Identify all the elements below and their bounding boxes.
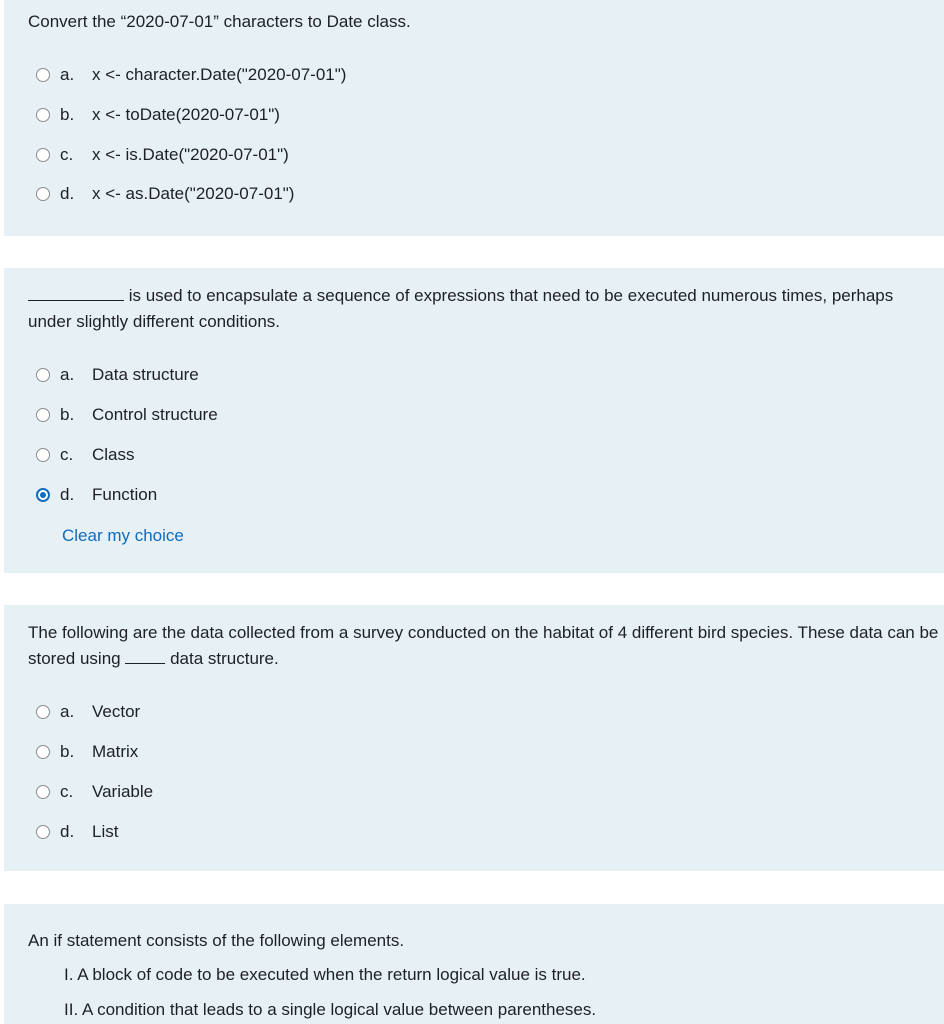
question-text: [28, 620, 940, 672]
radio-button[interactable]: [36, 745, 50, 759]
statement-item: II. A condition that leads to a single logical value between parentheses.: [64, 1000, 597, 1019]
answer-option-d[interactable]: [36, 820, 118, 844]
option-text[interactable]: x <- character.Date("2020-07-01"): [92, 65, 347, 84]
option-letter: c.: [60, 445, 74, 464]
option-text[interactable]: x <- as.Date("2020-07-01"): [92, 184, 295, 203]
option-letter: d.: [60, 184, 75, 203]
statement-list: [64, 962, 596, 1023]
answer-option-d[interactable]: [36, 483, 157, 507]
answer-option-b[interactable]: [36, 103, 280, 127]
answer-option-c[interactable]: [36, 443, 135, 467]
option-letter: a.: [60, 702, 75, 721]
answer-option-b[interactable]: [36, 403, 218, 427]
radio-button[interactable]: [36, 108, 50, 122]
option-letter: b.: [60, 405, 75, 424]
option-text[interactable]: x <- is.Date("2020-07-01"): [92, 145, 289, 164]
radio-button[interactable]: [36, 68, 50, 82]
question-card-4: [4, 904, 944, 1024]
answer-option-d[interactable]: [36, 182, 294, 206]
question-card-2: [4, 268, 944, 573]
question-text: [28, 283, 940, 335]
option-letter: b.: [60, 742, 75, 761]
option-text[interactable]: Control structure: [92, 405, 218, 424]
option-letter: c.: [60, 782, 74, 801]
option-letter: a.: [60, 365, 75, 384]
question-text-before: The following are the data collected from a survey conducted on the habitat of 4 different bird species. These data can be stored using: [28, 623, 939, 668]
answer-option-a[interactable]: [36, 700, 140, 724]
option-letter: a.: [60, 65, 75, 84]
option-text[interactable]: Data structure: [92, 365, 199, 384]
question-text-after: is used to encapsulate a sequence of expressions that need to be executed numerous times, perhaps under slightly different conditions.: [28, 286, 894, 331]
answer-option-b[interactable]: [36, 740, 138, 764]
radio-button[interactable]: [36, 368, 50, 382]
radio-button[interactable]: [36, 785, 50, 799]
question-card-3: [4, 605, 944, 871]
radio-button[interactable]: [36, 705, 50, 719]
clear-my-choice-link[interactable]: Clear my choice: [62, 526, 184, 545]
answer-option-a[interactable]: [36, 63, 346, 87]
radio-button[interactable]: [36, 148, 50, 162]
option-text[interactable]: Class: [92, 445, 135, 464]
option-text[interactable]: x <- toDate(2020-07-01"): [92, 105, 280, 124]
option-letter: b.: [60, 105, 75, 124]
radio-button[interactable]: [36, 408, 50, 422]
question-text: Convert the “2020-07-01” characters to Date class.: [28, 12, 411, 31]
radio-button[interactable]: [36, 448, 50, 462]
question-card-1: [4, 0, 944, 236]
question-text: An if statement consists of the following elements.: [28, 931, 405, 950]
option-text[interactable]: Function: [92, 485, 158, 504]
radio-button-selected[interactable]: [36, 488, 50, 502]
option-letter: c.: [60, 145, 74, 164]
statement-item: I. A block of code to be executed when the return logical value is true.: [64, 965, 586, 984]
radio-button[interactable]: [36, 825, 50, 839]
fill-in-blank: [28, 300, 124, 301]
option-text[interactable]: List: [92, 822, 119, 841]
fill-in-blank: [125, 663, 165, 664]
answer-option-c[interactable]: [36, 780, 153, 804]
option-text[interactable]: Matrix: [92, 742, 139, 761]
option-letter: d.: [60, 485, 75, 504]
option-text[interactable]: Vector: [92, 702, 141, 721]
answer-option-c[interactable]: [36, 143, 289, 167]
radio-button[interactable]: [36, 187, 50, 201]
question-text-after: data structure.: [165, 649, 279, 668]
answer-option-a[interactable]: [36, 363, 199, 387]
option-letter: d.: [60, 822, 75, 841]
option-text[interactable]: Variable: [92, 782, 154, 801]
